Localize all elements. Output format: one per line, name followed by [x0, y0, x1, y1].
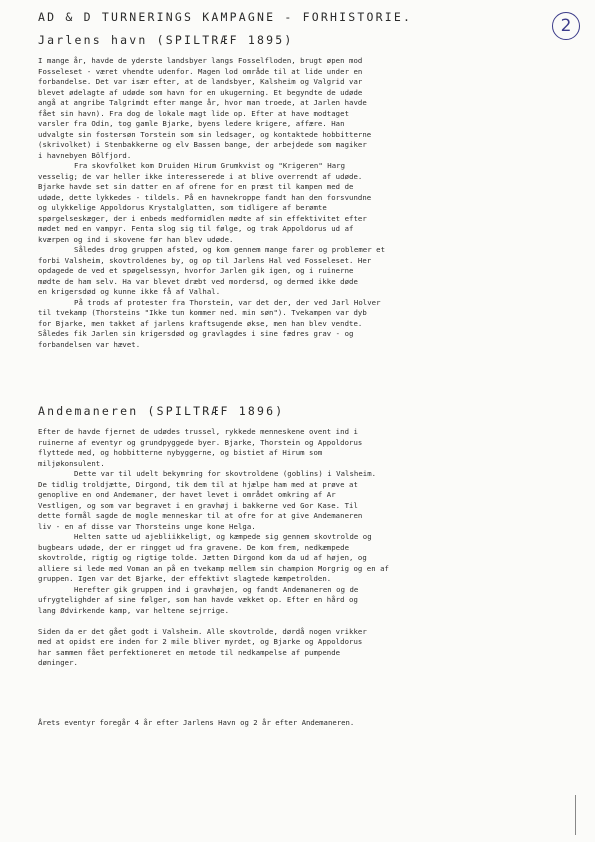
text-line: døninger. [38, 658, 78, 667]
text-line: udvalgte sin fostersøn Torstein som sin ledsager, og kontaktede hobbitterne [38, 129, 372, 139]
paragraph [38, 298, 558, 351]
text-line: udøde, dette lykkedes - tildels. På en havnekroppe fandt han den forsvundne [38, 192, 372, 202]
text-line: i havnebyen Bölfjord. [38, 150, 132, 160]
text-line: med at opidst ere inden for 2 mile bliver myrdet, og Bjarke og Appoldorus [38, 637, 363, 646]
paragraph [38, 161, 558, 245]
page-number-circle: 2 [552, 12, 580, 40]
text-line: mødte de ham selv. Ha var blevet dræbt ved mordersd, og dermed ikke døde [38, 276, 358, 286]
text-line: kværpen og ind i skovene før han blev udøde. [38, 234, 234, 244]
text-line: fået sin havn). Fra dog de lokale magt lide op. Efter at have modtaget [38, 108, 350, 118]
paragraph [38, 532, 558, 585]
paragraph [38, 627, 558, 669]
text-line: bugbears udøde, der er ringget ud fra gravene. De kom frem, nedkæmpede [38, 542, 350, 552]
text-line: lang Ødvirkende kamp, var heltene sejrrige. [38, 605, 230, 615]
text-line: en krigersdød og kunne ikke få af Valhal. [38, 287, 221, 296]
section-body-jarlens-havn [38, 56, 558, 350]
text-line: varsler fra Odin, tog gamle Bjarke, byens ledere krigere, affære. Han [38, 119, 345, 128]
document-heading: AD & D TURNERINGS KAMPAGNE - FORHISTORIE. [38, 10, 413, 24]
paragraph [38, 56, 558, 161]
text-line: miljøkonsulent. [38, 458, 105, 468]
text-line: forbandelse. Det var især efter, at de landsbyer, Kalsheim og Valgrid var [38, 77, 363, 86]
text-line: På trods af protester fra Thorstein, var det der, der ved Jarl Holver [74, 297, 381, 307]
text-line: Siden da er det gået godt i Valsheim. Alle skovtrolde, dørdå nogen vrikker [38, 626, 367, 636]
paragraph [38, 469, 558, 532]
paragraph [38, 585, 558, 617]
text-line: Fosseleset - været vhendte udenfor. Magen lod område til at lide under en [38, 66, 363, 76]
text-line: skovtrolde, rigtig og rigtige tolde. Jætten Dirgond kom da ud af højen, og [38, 553, 367, 562]
section-title-andemaneren: Andemaneren (SPILTRÆF 1896) [38, 404, 285, 418]
paragraph [38, 245, 558, 298]
margin-pen-mark [575, 795, 576, 835]
text-line: Vestligen, og som var begravet i en gravhøj i bakkerne ved Gor Kase. Til [38, 500, 358, 510]
text-line: gruppen. Igen var det Bjarke, der effektivt slagtede kæmpetrolden. [38, 574, 332, 583]
text-line: dette formål sagde de mogle menneskar til at ofre for at give Andemaneren [38, 511, 363, 520]
text-line: Bjarke havde set sin datter en af ofrene for en præst til kampen med de [38, 182, 354, 191]
text-line: angå at angribe Talgrimdt efter mange år, hvor man troede, at Jarlen havde [38, 98, 367, 107]
text-line: forbi Valsheim, skovtroldenes by, og op til Jarlens Hal ved Fosseleset. Her [38, 255, 372, 265]
text-line: Fra skovfolket kom Druiden Hirum Grumkvist og "Krigeren" Harg [74, 161, 346, 170]
text-line: opdagede de ved et spøgelsessyn, hvorfor Jarlen gik igen, og i ruinerne [38, 266, 354, 275]
text-line: flyttede med, og hobbitterne nybyggerne, og bistiet af Hirum som [38, 448, 323, 457]
text-line: til tvekamp (Thorsteins "Ikke tun kommer ned. min søn"). Tvekampen var dyb [38, 308, 367, 317]
text-line: Således fik Jarlen sin krigersdød og gravlagdes i sine fædres grav - og [38, 329, 354, 338]
text-line: ruinerne af eventyr og grundpyggede byer. Bjarke, Thorstein og Appoldorus [38, 437, 363, 447]
section-title-jarlens-havn: Jarlens havn (SPILTRÆF 1895) [38, 33, 294, 47]
text-line: I mange år, havde de yderste landsbyer langs Fosselfloden, brugt øpen mod [38, 56, 363, 65]
section-body-andemaneren [38, 427, 558, 669]
text-line: (skrivolket) i Stenbakkerne og elv Bassen bange, der arbejdede som magiker [38, 140, 367, 149]
text-line: og ulykkelige Appoldorus Krystalglatten, som tidligere af berømte [38, 203, 327, 212]
text-line: har sammen fået perfektioneret en metode til nedkampelse af pumpende [38, 647, 341, 657]
text-line: liv - en af disse var Thorsteins unge kone Helga. [38, 521, 256, 531]
text-line: vesselig; de var heller ikke interesserede i at blive overrendt af udøde. [38, 171, 363, 181]
text-line: genoplive en ond Andemaner, der havet levet i området omkring af Ar [38, 490, 336, 499]
text-line: Dette var til udelt bekymring for skovtroldene (goblins) i Valsheim. [74, 469, 377, 478]
text-line: ufrygtelighder af sine følger, som han havde vækket op. Efter en hård og [38, 595, 358, 604]
text-line: alliere si lede med Voman an på en tvekamp mellem sin champion Morgrig og en af [38, 563, 390, 573]
text-line: spørgelseskæger, der i enbeds medformidlen mødte af sin effektivitet efter [38, 213, 367, 223]
text-line: Således drog gruppen afsted, og kom gennem mange farer og problemer et [74, 245, 386, 254]
text-line: Herefter gik gruppen ind i gravhøjen, og fandt Andemaneren og de [74, 584, 359, 594]
text-line: blevet ødelagte af udøde som havn for en ukugerning. Et begyndte de udøde [38, 87, 363, 97]
text-line: for Bjarke, men takket af jarlens kraftsugende økse, men han blev vendte. [38, 318, 363, 328]
text-line: Efter de havde fjernet de udødes trussel, rykkede menneskene ovent ind i [38, 427, 358, 436]
text-line: De tidlig troldjætte, Dirgond, tik dem til at hjælpe ham med at prøve at [38, 479, 358, 489]
text-line: forbandelsen var hævet. [38, 339, 141, 349]
paragraph [38, 427, 558, 469]
footer-note: Årets eventyr foregår 4 år efter Jarlens Havn og 2 år efter Andemaneren. [38, 718, 355, 727]
text-line: mødet med en vampyr. Fenta slog sig til følge, og trak Appoldorus ud af [38, 224, 354, 233]
text-line: Helten satte ud ajebliikkeligt, og kæmpede sig gennem skovtrolde og [74, 532, 372, 541]
